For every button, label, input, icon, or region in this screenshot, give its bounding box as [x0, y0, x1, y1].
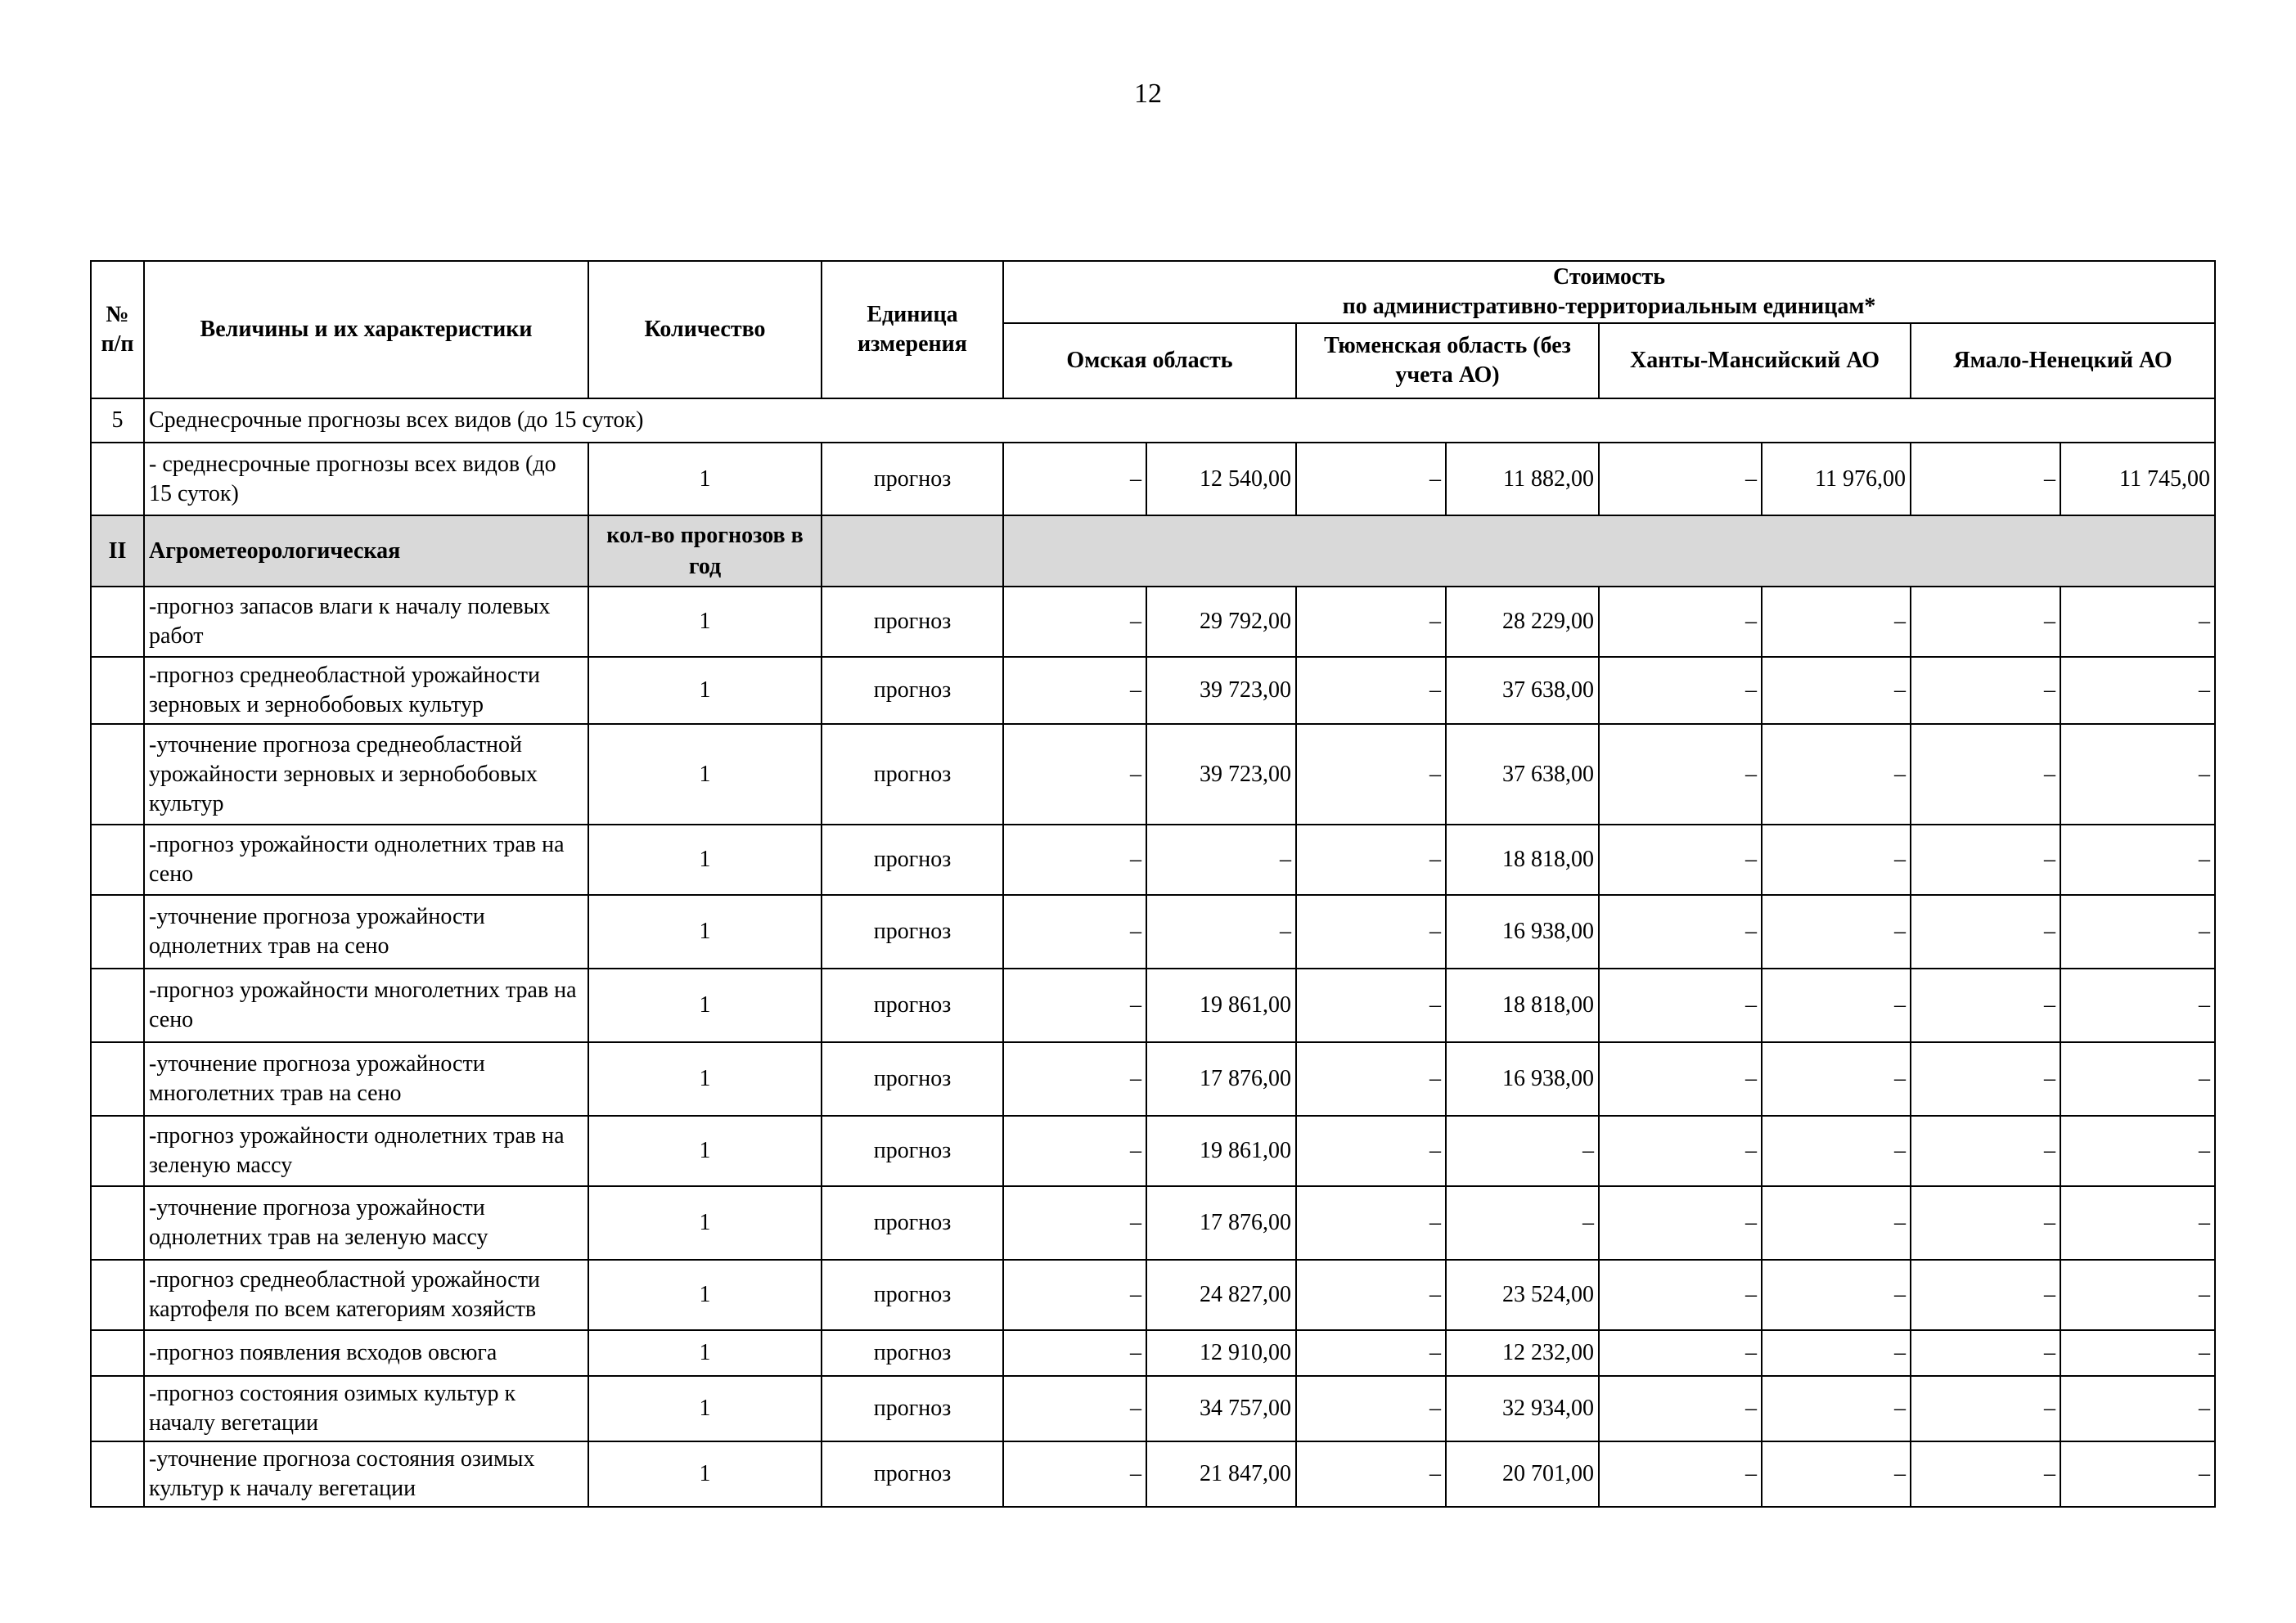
row-name: -прогноз запасов влаги к началу полевых работ [144, 587, 588, 657]
cell-yanao-a: – [1911, 969, 2060, 1042]
cell-yanao-b: – [2060, 657, 2215, 724]
cell-yanao-a: – [1911, 1186, 2060, 1260]
cell-omsk-a: – [1003, 825, 1146, 895]
header-num: № п/п [91, 261, 144, 398]
sectionII-empty-unit [822, 515, 1003, 587]
sectionII-title: Агрометеорологическая [144, 515, 588, 587]
cell-omsk-b: 12 910,00 [1146, 1330, 1296, 1376]
header-characteristics: Величины и их характеристики [144, 261, 588, 398]
page-number: 12 [1134, 79, 1162, 109]
cell-omsk-b: 39 723,00 [1146, 657, 1296, 724]
cell-yanao-b: – [2060, 1330, 2215, 1376]
table-row [91, 1376, 2215, 1441]
section5-header-row [91, 398, 2215, 443]
cell-yanao-a: – [1911, 1260, 2060, 1330]
cell-tyumen-a: – [1296, 657, 1446, 724]
empty-num-cell [91, 1376, 144, 1441]
row-name: -уточнение прогноза среднеобластной урожайности зерновых и зернобобовых культур [144, 724, 588, 825]
row-qty: 1 [588, 587, 822, 657]
table-row [91, 825, 2215, 895]
cell-yanao-a: – [1911, 1330, 2060, 1376]
cell-omsk-b: 19 861,00 [1146, 1116, 1296, 1186]
row-name: -прогноз состояния озимых культур к началу вегетации [144, 1376, 588, 1441]
cell-omsk-a: – [1003, 1260, 1146, 1330]
header-cost-line2: по административно-территориальным единицам* [1342, 294, 1876, 319]
cell-omsk-a: – [1003, 895, 1146, 969]
row-name: -уточнение прогноза урожайности однолетних трав на сено [144, 895, 588, 969]
cell-omsk-a: – [1003, 1186, 1146, 1260]
cell-tyumen-a: – [1296, 443, 1446, 515]
row-qty: 1 [588, 1441, 822, 1507]
cell-yanao-b: – [2060, 825, 2215, 895]
row-name: -прогноз урожайности многолетних трав на сено [144, 969, 588, 1042]
cell-khmao-b: – [1762, 657, 1911, 724]
header-quantity: Количество [588, 261, 822, 398]
cell-tyumen-a: – [1296, 825, 1446, 895]
cell-omsk-b: 24 827,00 [1146, 1260, 1296, 1330]
table-row [91, 1441, 2215, 1507]
cell-yanao-b: 11 745,00 [2060, 443, 2215, 515]
row-name: -прогноз урожайности однолетних трав на зеленую массу [144, 1116, 588, 1186]
row-qty: 1 [588, 657, 822, 724]
header-cost [1003, 261, 2215, 323]
cell-yanao-a: – [1911, 1042, 2060, 1116]
cell-tyumen-b: 18 818,00 [1446, 825, 1599, 895]
row-name: -прогноз урожайности однолетних трав на сено [144, 825, 588, 895]
cell-khmao-a: – [1599, 1186, 1762, 1260]
cell-khmao-a: – [1599, 1441, 1762, 1507]
empty-num-cell [91, 443, 144, 515]
cell-omsk-a: – [1003, 587, 1146, 657]
cell-tyumen-b: 18 818,00 [1446, 969, 1599, 1042]
cell-omsk-b: 29 792,00 [1146, 587, 1296, 657]
row-name: -уточнение прогноза состояния озимых культур к началу вегетации [144, 1441, 588, 1507]
table-row [91, 895, 2215, 969]
empty-num-cell [91, 1330, 144, 1376]
empty-num-cell [91, 1042, 144, 1116]
cell-omsk-b: – [1146, 825, 1296, 895]
cell-yanao-b: – [2060, 1116, 2215, 1186]
cell-yanao-a: – [1911, 1376, 2060, 1441]
row-unit: прогноз [822, 1260, 1003, 1330]
cell-yanao-a: – [1911, 443, 2060, 515]
empty-num-cell [91, 895, 144, 969]
sectionII-qty-label: кол-во прогнозов в год [588, 515, 822, 587]
cell-khmao-b: – [1762, 1116, 1911, 1186]
table-row [91, 657, 2215, 724]
cell-yanao-a: – [1911, 895, 2060, 969]
cell-tyumen-b: – [1446, 1186, 1599, 1260]
cell-omsk-a: – [1003, 443, 1146, 515]
cell-khmao-a: – [1599, 443, 1762, 515]
row-name: -уточнение прогноза урожайности многолетних трав на сено [144, 1042, 588, 1116]
cell-tyumen-b: 16 938,00 [1446, 1042, 1599, 1116]
cell-omsk-b: 12 540,00 [1146, 443, 1296, 515]
sectionII-empty-cost [1003, 515, 2215, 587]
cell-khmao-b: – [1762, 825, 1911, 895]
cell-khmao-b: – [1762, 1186, 1911, 1260]
empty-num-cell [91, 1186, 144, 1260]
cell-khmao-a: – [1599, 1042, 1762, 1116]
row-qty: 1 [588, 724, 822, 825]
empty-num-cell [91, 825, 144, 895]
cell-tyumen-b: 20 701,00 [1446, 1441, 1599, 1507]
cell-yanao-b: – [2060, 1441, 2215, 1507]
empty-num-cell [91, 657, 144, 724]
cell-tyumen-b: 37 638,00 [1446, 657, 1599, 724]
row-unit: прогноз [822, 1042, 1003, 1116]
cell-tyumen-b: 11 882,00 [1446, 443, 1599, 515]
cell-tyumen-a: – [1296, 1186, 1446, 1260]
cell-tyumen-b: 37 638,00 [1446, 724, 1599, 825]
cell-khmao-b: – [1762, 1376, 1911, 1441]
cell-tyumen-a: – [1296, 1260, 1446, 1330]
cell-khmao-b: – [1762, 587, 1911, 657]
cell-yanao-a: – [1911, 1116, 2060, 1186]
cell-yanao-b: – [2060, 1186, 2215, 1260]
table-row [91, 1116, 2215, 1186]
cell-yanao-b: – [2060, 969, 2215, 1042]
empty-num-cell [91, 724, 144, 825]
cell-tyumen-a: – [1296, 969, 1446, 1042]
cell-omsk-a: – [1003, 1116, 1146, 1186]
section5-title: Среднесрочные прогнозы всех видов (до 15 суток) [144, 398, 2215, 443]
sectionII-num: II [91, 515, 144, 587]
cell-khmao-b: – [1762, 724, 1911, 825]
empty-num-cell [91, 587, 144, 657]
cell-yanao-b: – [2060, 1376, 2215, 1441]
row-unit: прогноз [822, 724, 1003, 825]
cell-tyumen-a: – [1296, 1376, 1446, 1441]
cell-omsk-b: 17 876,00 [1146, 1042, 1296, 1116]
cell-khmao-a: – [1599, 1116, 1762, 1186]
cell-tyumen-a: – [1296, 724, 1446, 825]
cell-khmao-b: – [1762, 1441, 1911, 1507]
row-unit: прогноз [822, 1376, 1003, 1441]
row-unit: прогноз [822, 1186, 1003, 1260]
row-name: -уточнение прогноза урожайности однолетних трав на зеленую массу [144, 1186, 588, 1260]
cell-khmao-b: – [1762, 1260, 1911, 1330]
row-unit: прогноз [822, 587, 1003, 657]
cell-yanao-b: – [2060, 1260, 2215, 1330]
cost-table [90, 260, 2216, 1508]
cell-omsk-a: – [1003, 1376, 1146, 1441]
cell-omsk-a: – [1003, 1042, 1146, 1116]
table-row [91, 1260, 2215, 1330]
empty-num-cell [91, 1260, 144, 1330]
cell-khmao-a: – [1599, 1376, 1762, 1441]
cell-omsk-b: – [1146, 895, 1296, 969]
row-qty: 1 [588, 1186, 822, 1260]
cell-khmao-a: – [1599, 969, 1762, 1042]
cell-yanao-b: – [2060, 724, 2215, 825]
cell-khmao-b: – [1762, 895, 1911, 969]
cell-omsk-b: 34 757,00 [1146, 1376, 1296, 1441]
cell-omsk-b: 17 876,00 [1146, 1186, 1296, 1260]
header-region-tyumen: Тюменская область (без учета АО) [1296, 323, 1599, 398]
header-unit: Единица измерения [822, 261, 1003, 398]
row-qty: 1 [588, 1042, 822, 1116]
row-qty: 1 [588, 895, 822, 969]
empty-num-cell [91, 1441, 144, 1507]
cell-khmao-a: – [1599, 587, 1762, 657]
cell-omsk-b: 19 861,00 [1146, 969, 1296, 1042]
cell-omsk-b: 39 723,00 [1146, 724, 1296, 825]
cell-yanao-b: – [2060, 1042, 2215, 1116]
cell-tyumen-a: – [1296, 895, 1446, 969]
row-qty: 1 [588, 1330, 822, 1376]
cell-yanao-a: – [1911, 1441, 2060, 1507]
cell-tyumen-a: – [1296, 1441, 1446, 1507]
cell-tyumen-b: 23 524,00 [1446, 1260, 1599, 1330]
table-row [91, 587, 2215, 657]
row-qty: 1 [588, 1376, 822, 1441]
cell-tyumen-b: 32 934,00 [1446, 1376, 1599, 1441]
row-qty: 1 [588, 443, 822, 515]
row-unit: прогноз [822, 969, 1003, 1042]
table-row [91, 724, 2215, 825]
cell-tyumen-a: – [1296, 587, 1446, 657]
header-region-yanao: Ямало-Ненецкий АО [1911, 323, 2215, 398]
cell-yanao-a: – [1911, 657, 2060, 724]
cell-omsk-a: – [1003, 1441, 1146, 1507]
cell-tyumen-b: 28 229,00 [1446, 587, 1599, 657]
row-qty: 1 [588, 825, 822, 895]
cell-omsk-a: – [1003, 1330, 1146, 1376]
cell-khmao-b: – [1762, 1330, 1911, 1376]
row-qty: 1 [588, 969, 822, 1042]
row-qty: 1 [588, 1116, 822, 1186]
cell-khmao-a: – [1599, 724, 1762, 825]
cell-khmao-a: – [1599, 657, 1762, 724]
cell-omsk-b: 21 847,00 [1146, 1441, 1296, 1507]
row-unit: прогноз [822, 1116, 1003, 1186]
row-name: -прогноз среднеобластной урожайности картофеля по всем категориям хозяйств [144, 1260, 588, 1330]
cell-yanao-a: – [1911, 825, 2060, 895]
cell-khmao-a: – [1599, 1260, 1762, 1330]
table-row [91, 1042, 2215, 1116]
row-unit: прогноз [822, 1330, 1003, 1376]
row-qty: 1 [588, 1260, 822, 1330]
cell-khmao-b: 11 976,00 [1762, 443, 1911, 515]
empty-num-cell [91, 969, 144, 1042]
row-unit: прогноз [822, 657, 1003, 724]
header-region-khmao: Ханты-Мансийский АО [1599, 323, 1911, 398]
sectionII-header-row [91, 515, 2215, 587]
cell-yanao-a: – [1911, 587, 2060, 657]
cell-omsk-a: – [1003, 724, 1146, 825]
empty-num-cell [91, 1116, 144, 1186]
table-row [91, 1330, 2215, 1376]
cell-khmao-b: – [1762, 969, 1911, 1042]
row-unit: прогноз [822, 443, 1003, 515]
row-unit: прогноз [822, 1441, 1003, 1507]
row-unit: прогноз [822, 895, 1003, 969]
table-row [91, 969, 2215, 1042]
cell-yanao-b: – [2060, 587, 2215, 657]
cell-omsk-a: – [1003, 657, 1146, 724]
cell-tyumen-a: – [1296, 1330, 1446, 1376]
cell-tyumen-b: 16 938,00 [1446, 895, 1599, 969]
cell-khmao-a: – [1599, 895, 1762, 969]
section5-num: 5 [91, 398, 144, 443]
cell-yanao-a: – [1911, 724, 2060, 825]
row-name: - среднесрочные прогнозы всех видов (до 15 суток) [144, 443, 588, 515]
cell-khmao-a: – [1599, 1330, 1762, 1376]
header-cost-line1: Стоимость [1552, 264, 1666, 290]
section5-row [91, 443, 2215, 515]
row-name: -прогноз появления всходов овсюга [144, 1330, 588, 1376]
cell-tyumen-b: – [1446, 1116, 1599, 1186]
cell-tyumen-a: – [1296, 1042, 1446, 1116]
cell-khmao-b: – [1762, 1042, 1911, 1116]
cell-omsk-a: – [1003, 969, 1146, 1042]
table-row [91, 1186, 2215, 1260]
cell-khmao-a: – [1599, 825, 1762, 895]
cell-tyumen-b: 12 232,00 [1446, 1330, 1599, 1376]
cell-yanao-b: – [2060, 895, 2215, 969]
row-unit: прогноз [822, 825, 1003, 895]
cell-tyumen-a: – [1296, 1116, 1446, 1186]
header-region-omsk: Омская область [1003, 323, 1296, 398]
row-name: -прогноз среднеобластной урожайности зерновых и зернобобовых культур [144, 657, 588, 724]
